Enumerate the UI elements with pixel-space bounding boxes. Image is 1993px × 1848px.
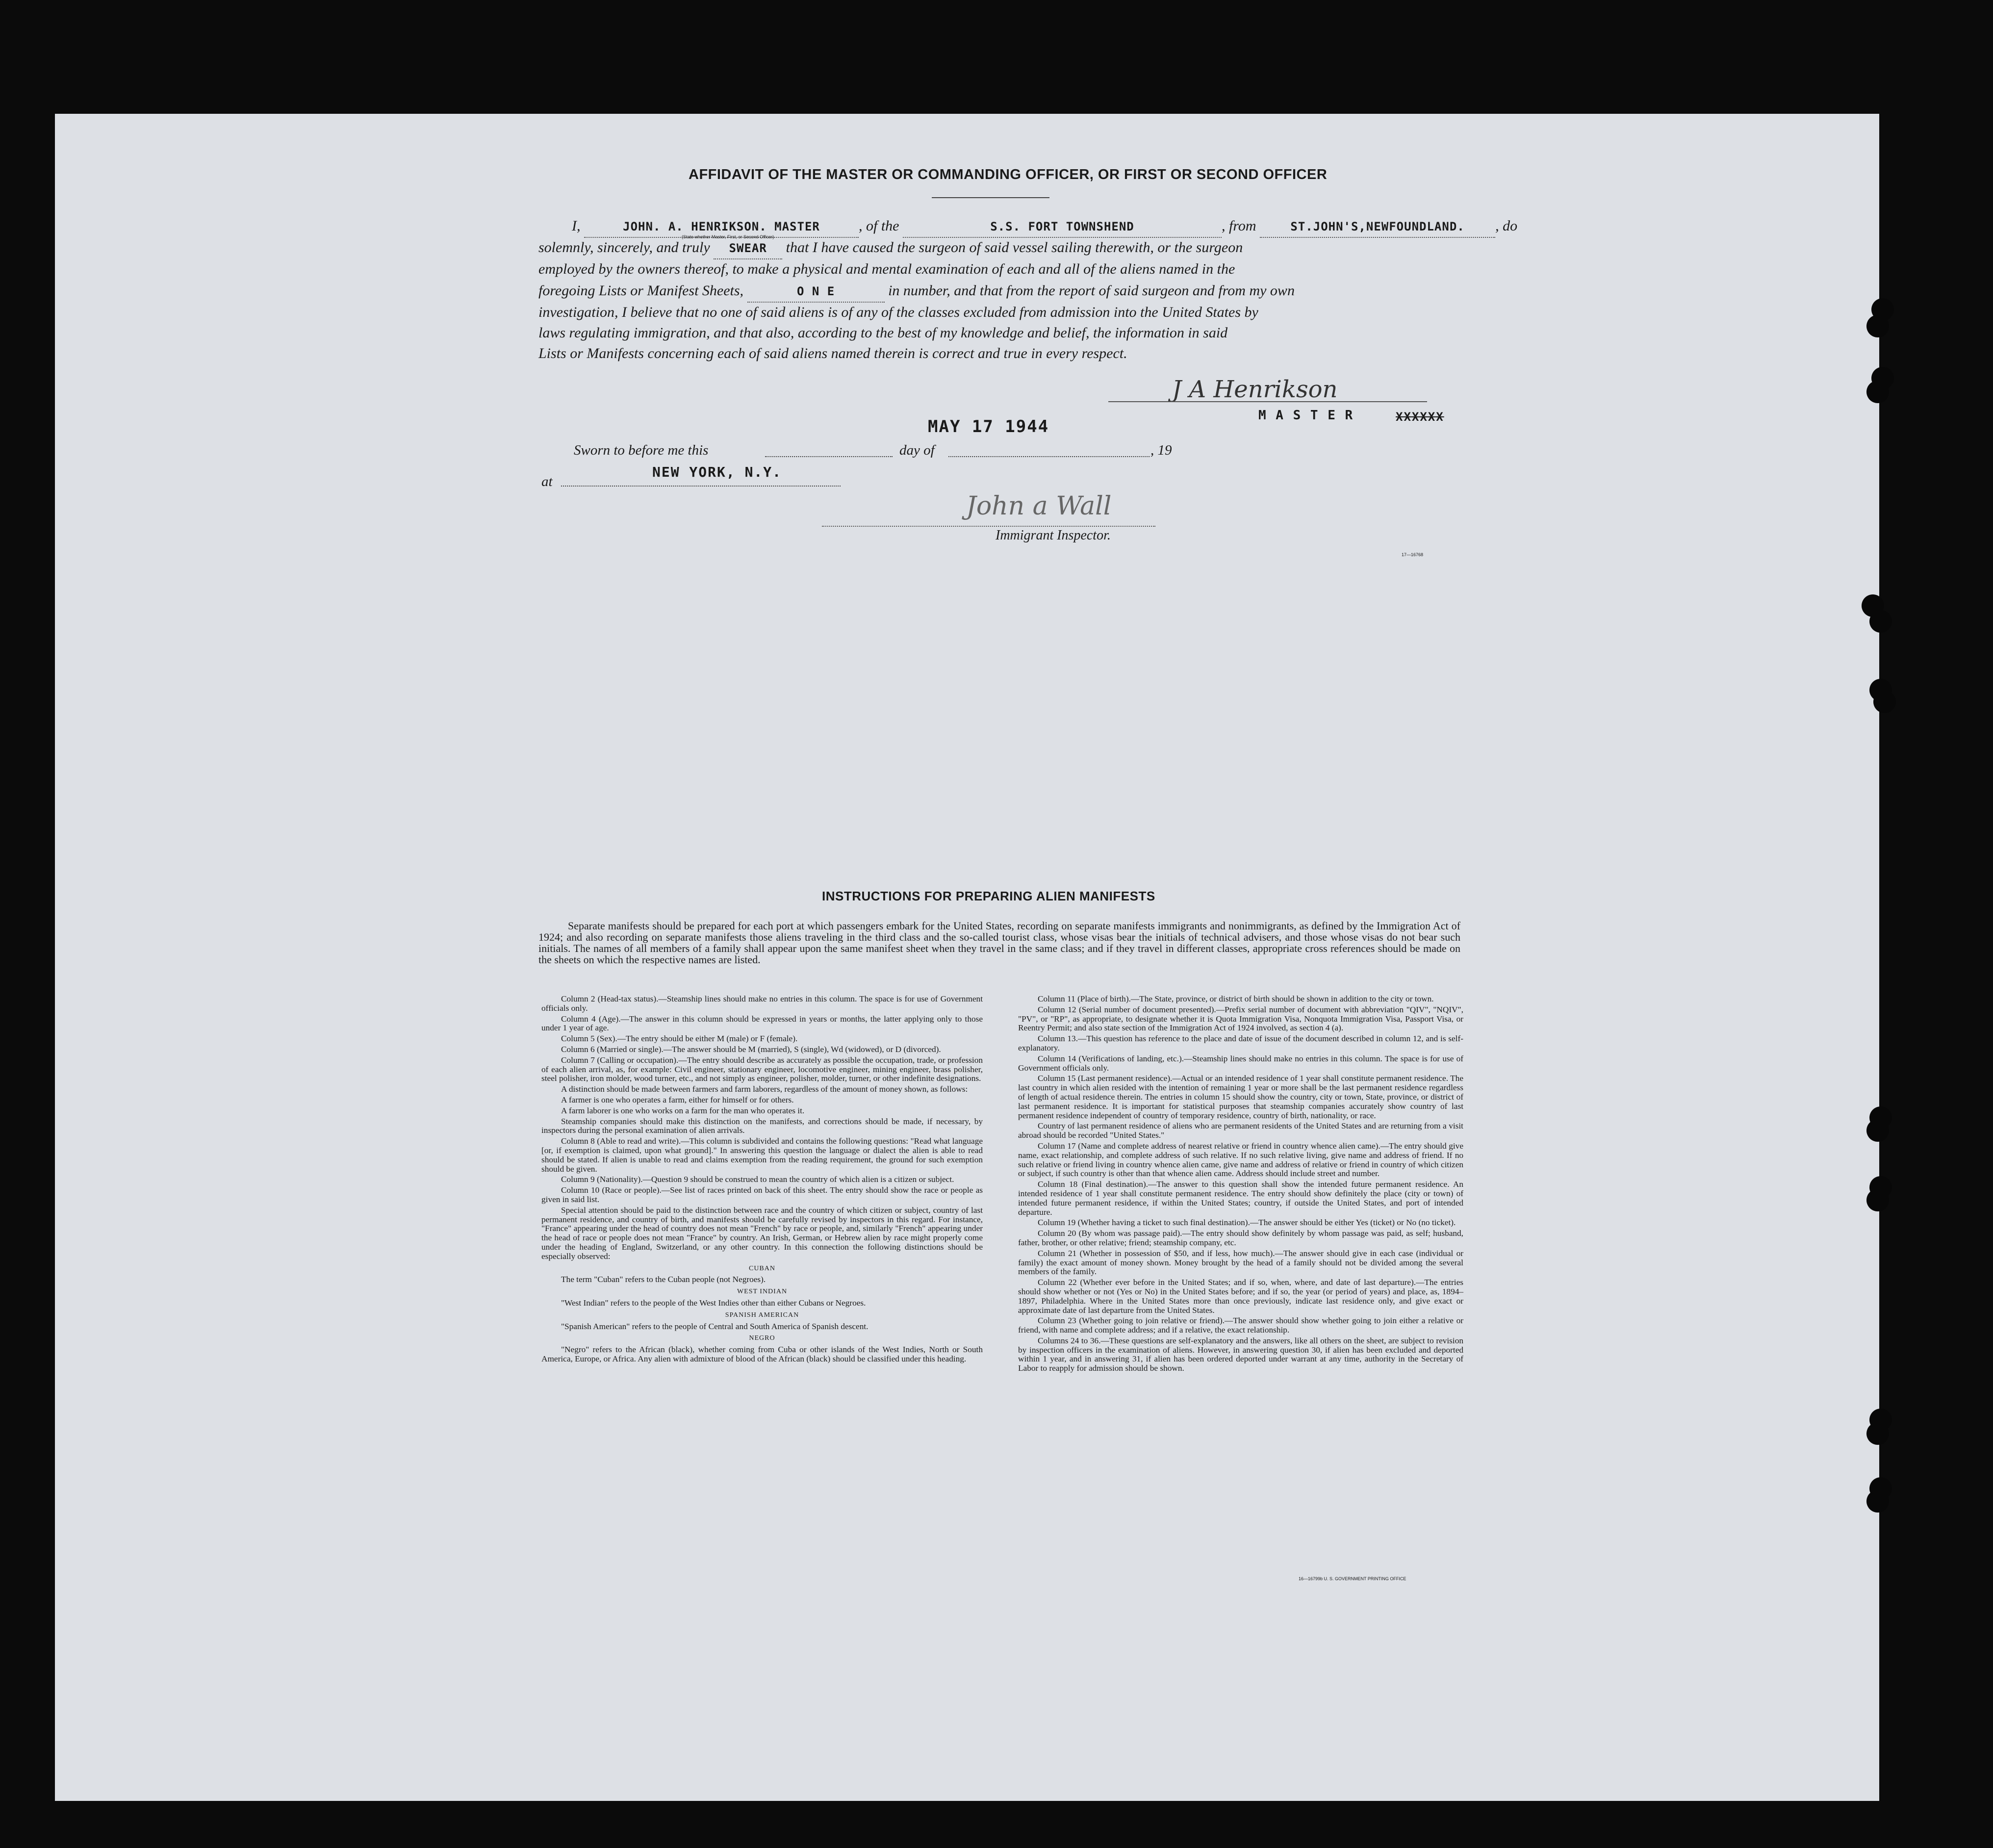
instruction-paragraph: Column 11 (Place of birth).—The State, province, or district of birth should be shown in addition to the city or town. xyxy=(1038,994,1434,1003)
instruction-paragraph: Column 17 (Name and complete address of nearest relative or friend in country whence alien came).—The entry should give name, exact relationship, and complete address of such relative. If no such relative living, give name and address of friend. If no such relative or friend living in country whence alien came, give name and address of relative or friend in country of which citizen or subject, if such country is other than that whence alien came. Address should include street and number. xyxy=(1018,1141,1463,1179)
instruction-paragraph: Column 7 (Calling or occupation).—The entry should describe as accurately as possible the occupation, trade, or profession of each alien arrival, as, for example: Civil engineer, stationary engineer, locomotive engineer, mining engineer, brass polisher, steel polisher, iron molder, wood turner, etc., and not simply as engineer, polisher, molder, turner, or other indefinite designations. xyxy=(541,1055,983,1083)
race-note: "Spanish American" refers to the people of Central and South America of Spanish descent. xyxy=(561,1321,869,1331)
instruction-paragraph: Column 8 (Able to read and write).—This column is subdivided and contains the following questions: "Read what language [or, if exemption is claimed, upon what ground]." In answering this question the language or dialect the alien is able to read should be stated. If alien is unable to read and claims exemption from the reading requirement, the ground for such exemption should be given. xyxy=(541,1136,983,1174)
instruction-paragraph: Column 15 (Last permanent residence).—Actual or an intended residence of 1 year shall constitute permanent residence. The last country in which alien resided with the intention of remaining 1 year or more shall be the last permanent residence regardless of length of actual residence therein. The entries in column 15 should show the country, city or town, State, province, or district of last permanent residence. It is important for statistical purposes that steamship companies accurately show country of last permanent residence independent of country of temporary residence, country of birth, nationality, or race. xyxy=(1018,1074,1463,1120)
printing-office-footer: 16—16799b U. S. GOVERNMENT PRINTING OFFICE xyxy=(1299,1576,1406,1581)
sworn-month-line xyxy=(948,456,1150,457)
instruction-paragraph: Steamship companies should make this distinction on the manifests, and corrections should be made, if necessary, by inspectors during the personal examination of alien arrivals. xyxy=(541,1116,983,1135)
inspector-signature: John a Wall xyxy=(966,491,1112,521)
binder-hole xyxy=(1866,1119,1889,1142)
word-do: , do xyxy=(1495,218,1518,234)
title-underline xyxy=(932,197,1049,198)
word-of-the: , of the xyxy=(859,218,899,234)
binder-hole xyxy=(1873,691,1896,713)
instructions-left-column xyxy=(541,995,983,1365)
binder-hole xyxy=(1866,1422,1889,1445)
day-of-label: day of xyxy=(899,442,935,458)
instruction-paragraph: Column 20 (By whom was passage paid).—The entry should show definitely by whom passage was paid, as self; husband, father, brother, or other relative; friend; steamship company, etc. xyxy=(1018,1229,1463,1247)
instruction-paragraph: Column 10 (Race or people).—See list of races printed on back of this sheet. The entry should show the race or people as given in said list. xyxy=(541,1185,983,1204)
instruction-paragraph: Special attention should be paid to the distinction between race and the country of which citizen or subject, country of last permanent residence, and country of birth, and manifests should be carefully revised by inspectors in this regard. For instance, "France" appearing under the head of country does not mean "French" by race or people, and, similarly "French" appearing under the head of race or people does not mean "France" by country. An Irish, German, or Hebrew alien by race might properly come under the heading of England, Switzerland, or any other country. In this connection the following distinctions should be especially observed: xyxy=(541,1205,983,1261)
affidavit-line-6: laws regulating immigration, and that also, according to the best of my knowledge and belief, the information in said xyxy=(538,325,1228,341)
signature-line xyxy=(1108,401,1427,402)
affidavit-line-5: investigation, I believe that no one of said aliens is of any of the classes excluded from admission into the United States by xyxy=(538,304,1258,320)
inspector-label: Immigrant Inspector. xyxy=(996,528,1111,543)
instructions-intro: Separate manifests should be prepared for each port at which passengers embark for the United States, recording on separate manifests immigrants and nonimmigrants, as defined by the Immigration Act of 1924; and also recording on separate manifests those aliens traveling in the third class and the so-called tourist class, whose visas bear the initials of technical advisers, and those whose visas do not bear such initials. The names of all members of a family shall appear upon the same manifest sheet when they travel in the same class; and if they travel in different classes, appropriate cross references should be made on the sheets on which the respective names are listed. xyxy=(538,920,1460,966)
officer-caption: (State whether Master, First, or Second Officer) xyxy=(682,234,774,239)
instruction-paragraph: Column 13.—This question has reference to the place and date of issue of the document described in column 12, and is self-explanatory. xyxy=(1018,1034,1463,1052)
instruction-paragraph: Column 9 (Nationality).—Question 9 should be construed to mean the country of which alien is a citizen or subject. xyxy=(561,1175,954,1184)
instruction-paragraph: A farm laborer is one who works on a farm for the man who operates it. xyxy=(561,1105,805,1115)
instruction-paragraph: Column 19 (Whether having a ticket to such final destination).—The answer should be either Yes (ticket) or No (no ticket). xyxy=(1038,1218,1456,1228)
sheets-count-field: O N E xyxy=(747,281,885,303)
year-label: , 19 xyxy=(1150,442,1172,458)
place-stamp: NEW YORK, N.Y. xyxy=(652,464,782,480)
vessel-field: S.S. FORT TOWNSHEND xyxy=(903,216,1222,238)
master-signature: J A Henrikson xyxy=(1172,376,1338,403)
race-heading: NEGRO xyxy=(749,1335,775,1342)
at-label: at xyxy=(541,474,553,489)
place-line xyxy=(561,486,841,487)
binder-hole xyxy=(1866,1189,1889,1211)
port-field: ST.JOHN'S,NEWFOUNDLAND. xyxy=(1260,216,1495,238)
swear-field: SWEAR xyxy=(714,238,782,259)
struck-title: XXXXXX xyxy=(1396,410,1444,424)
word-from: , from xyxy=(1222,218,1256,234)
affidavit-form-code: 17—16768 xyxy=(1402,552,1424,557)
affidavit-line-7: Lists or Manifests concerning each of said aliens named therein is correct and true in every respect. xyxy=(538,345,1127,361)
race-heading: SPANISH AMERICAN xyxy=(725,1311,799,1319)
sworn-day-line xyxy=(765,456,893,457)
instruction-paragraph: Column 18 (Final destination).—The answer to this question shall show the intended future permanent residence. An intended residence of 1 year shall constitute permanent residence. The entry should show definitely the place (city or town) of intended future permanent residence, if within the United States; country, if outside the United States, and port of intended departure. xyxy=(1018,1180,1463,1217)
instructions-right-column xyxy=(1018,995,1463,1375)
instruction-paragraph: Column 2 (Head-tax status).—Steamship lines should make no entries in this column. The space is for use of Government officials only. xyxy=(541,994,983,1013)
affidavit-line-3: employed by the owners thereof, to make a physical and mental examination of each and all of the aliens named in the xyxy=(538,261,1235,277)
affidavit-line-4 xyxy=(538,281,1295,303)
instruction-paragraph: Column 5 (Sex).—The entry should be either M (male) or F (female). xyxy=(561,1034,798,1044)
instructions-title: INSTRUCTIONS FOR PREPARING ALIEN MANIFESTS xyxy=(822,889,1155,903)
binder-hole xyxy=(1866,381,1889,403)
master-title-stamp: M A S T E R xyxy=(1258,408,1354,423)
word-i: I, xyxy=(572,218,581,234)
inspector-line xyxy=(822,526,1155,527)
race-heading: WEST INDIAN xyxy=(737,1288,788,1296)
instruction-paragraph: Column 6 (Married or single).—The answer should be M (married), S (single), Wd (widowed), or D (divorced). xyxy=(561,1044,941,1054)
binder-hole xyxy=(1866,315,1889,337)
instruction-paragraph: A distinction should be made between farmers and farm laborers, regardless of the amount of money shown, as follows: xyxy=(561,1084,968,1094)
binder-hole xyxy=(1869,610,1892,633)
word-solemnly: solemnly, sincerely, and truly xyxy=(538,239,710,256)
instruction-paragraph: Column 12 (Serial number of document presented).—Prefix serial number of document with abbreviation "QIV", "NQIV", "PV", or "RP", as appropriate, to designate whether it is Quota Immigration Visa, Nonquota Immigration Visa, Passport Visa, or Reentry Permit; and also state section of the Immigration Act of 1924 involved, as section 4 (a). xyxy=(1018,1004,1463,1033)
binder-hole xyxy=(1866,1490,1889,1513)
race-note: "West Indian" refers to the people of the West Indies other than either Cubans or Negroes. xyxy=(561,1298,866,1308)
affidavit-text-2: that I have caused the surgeon of said vessel sailing therewith, or the surgeon xyxy=(786,239,1243,256)
instruction-paragraph: Column 14 (Verifications of landing, etc.).—Steamship lines should make no entries in this column. The space is for use of Government officials only. xyxy=(1018,1053,1463,1073)
instruction-paragraph: Column 21 (Whether in possession of $50, and if less, how much).—The answer should give in each case (individual or family) the exact amount of money shown. Money brought by the head of a family should not be divided among the several members of the family. xyxy=(1018,1248,1463,1277)
officer-name-field: JOHN. A. HENRIKSON. MASTER xyxy=(584,216,859,238)
instruction-paragraph: Country of last permanent residence of aliens who are permanent residents of the United States and are returning from a visit abroad should be recorded "United States." xyxy=(1018,1121,1463,1140)
sworn-label: Sworn to before me this xyxy=(574,442,709,458)
race-note: "Negro" refers to the African (black), whether coming from Cuba or other islands of the West Indies, North or South America, Europe, or Africa. Any alien with admixture of blood of the African (black) should be classified under this heading. xyxy=(541,1345,983,1363)
affidavit-text-4b: in number, and that from the report of said surgeon and from my own xyxy=(888,282,1295,299)
instruction-paragraph: Columns 24 to 36.—These questions are self-explanatory and the answers, like all others on the sheet, are subject to revision by inspection officers in the examination of aliens. However, in answering question 30, if alien has been excluded and deported within 1 year, and in answering 31, if alien has been ordered deported under warrant at any time, authority in the Secretary of Labor to reapply for admission should be shown. xyxy=(1018,1335,1463,1373)
instruction-paragraph: Column 23 (Whether going to join relative or friend).—The answer should show whether going to join either a relative or friend, with name and complete address; and if a relative, the exact relationship. xyxy=(1018,1316,1463,1335)
race-note: The term "Cuban" refers to the Cuban people (not Negroes). xyxy=(561,1275,766,1284)
affidavit-text-4a: foregoing Lists or Manifest Sheets, xyxy=(538,282,744,299)
affidavit-title: AFFIDAVIT OF THE MASTER OR COMMANDING OFFICER, OR FIRST OR SECOND OFFICER xyxy=(689,167,1328,182)
instruction-paragraph: A farmer is one who operates a farm, either for himself or for others. xyxy=(561,1095,794,1104)
instruction-paragraph: Column 4 (Age).—The answer in this column should be expressed in years or months, the latter applying only to those under 1 year of age. xyxy=(541,1014,983,1033)
date-stamp: MAY 17 1944 xyxy=(928,417,1049,436)
race-heading: CUBAN xyxy=(748,1264,775,1272)
instruction-paragraph: Column 22 (Whether ever before in the United States; and if so, when, where, and date of last departure).—The entries should show whether or not (Yes or No) in the United States before; and if so, the year (or period of years) and place, as, 1894–1897, Philadelphia. Where in the United States more than once previously, indicate last residence only, and give exact or approximate date of last departure from the United States. xyxy=(1018,1278,1463,1315)
affidavit-line-2 xyxy=(538,237,1243,259)
